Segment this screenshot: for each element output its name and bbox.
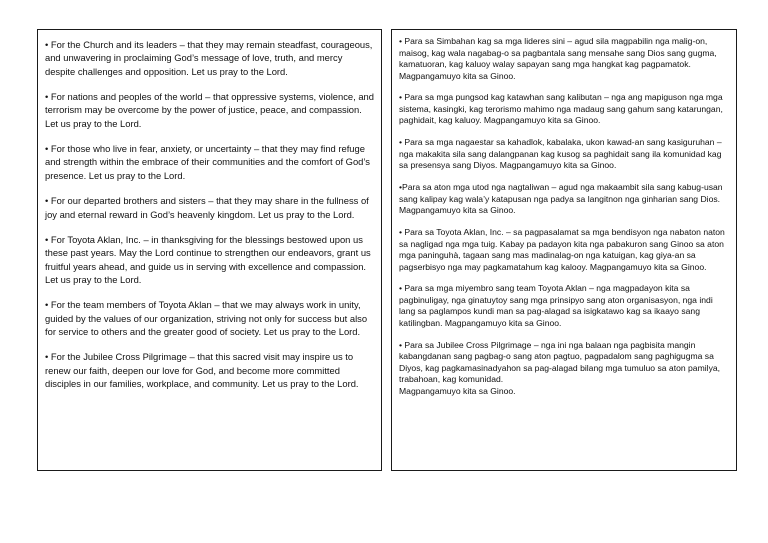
english-intention-toyota-aklan: • For Toyota Aklan, Inc. – in thanksgiving for the blessings bestowed upon us these past years. May the Lord continue to strengthen our endeavors, grant us fruitful years ahead, and guide us in serving with excellence and compassion. Let us pray to the Lord. <box>45 233 375 286</box>
hiligaynon-prayers-panel <box>391 29 737 471</box>
english-intention-fearful: • For those who live in fear, anxiety, or uncertainty – that they may find refuge and strength within the embrace of their communities and the comfort of God’s presence. Let us pray to the Lord. <box>45 142 375 182</box>
english-intention-nations: • For nations and peoples of the world – that oppressive systems, violence, and terrorism may be overcome by the power of justice, peace, and compassion. Let us pray to the Lord. <box>45 90 375 130</box>
english-prayers-panel <box>37 29 382 471</box>
hiligaynon-intention-church: • Para sa Simbahan kag sa mga lideres sini – agud sila magpabilin nga malig-on, maisog, kag wala nagabag-o sa pagbantala sang mensahe sang Dios sang gugma, kamatuoran, kag kaluoy walay sapayan sang mga hangkat kag pagpamatok. Magpangamuyo kita sa Ginoo. <box>399 36 731 82</box>
hiligaynon-intention-fearful: • Para sa mga nagaestar sa kahadlok, kabalaka, ukon kawad-an sang kasiguruhan – nga makakita sila sang dalangpanan kag kusog sa paghidait sang ila komunidad kag sa presensya sang Diyos. Magpangamuyo kita sa Ginoo. <box>399 137 731 172</box>
english-intention-departed: • For our departed brothers and sisters – that they may share in the fullness of joy and eternal reward in God’s heavenly kingdom. Let us pray to the Lord. <box>45 194 375 221</box>
hiligaynon-intention-nations: • Para sa mga pungsod kag katawhan sang kalibutan – nga ang mapiguson nga mga sistema, kasingki, kag terorismo mahimo nga madaug sang gahum sang katarungan, paghidait, kag kaluoy. Magpangamuyo kita sa Ginoo. <box>399 92 731 127</box>
english-intention-jubilee-pilgrimage: • For the Jubilee Cross Pilgrimage – that this sacred visit may inspire us to renew our faith, deepen our love for God, and become more committed disciples in our families, workplace, and community. Let us pray to the Lord. <box>45 350 375 390</box>
hiligaynon-intention-departed: •Para sa aton mga utod nga nagtaliwan – agud nga makaambit sila sang kabug-usan sang kalipay kag wala’y katapusan nga padya sa langitnon nga ginharian sang Dios. Magpangamuyo kita sa Ginoo. <box>399 182 723 216</box>
hiligaynon-intention-team-members: • Para sa mga miyembro sang team Toyota Aklan – nga magpadayon kita sa pagbinuligay, nga ginatuytoy sang mga prinsipyo sang aton organisasyon, nga indi lang sa paglampos kundi man sa pag-alagad sa isigkatawo kag sa ikaayo sang katilingban. Magpangamuyo kita sa Ginoo. <box>399 283 731 329</box>
hiligaynon-closing-line: Magpangamuyo kita sa Ginoo. <box>399 385 516 396</box>
hiligaynon-intention-toyota-aklan: • Para sa Toyota Aklan, Inc. – sa pagpasalamat sa mga bendisyon nga nabaton naton sa nagligad nga mga tuig. Kabay pa padayon kita nga pabakuron sang Ginoo sa aton mga paninguhà, tagaan sang mas madinalag-on nga katuigan, kag giya-an sa pagserbisyo nga may pagkamatahum kag kalooy. Magpangamuyo kita sa Ginoo. <box>399 227 731 273</box>
hiligaynon-intention-jubilee-pilgrimage <box>399 340 731 398</box>
english-intention-team-members: • For the team members of Toyota Aklan – that we may always work in unity, guided by the values of our organization, striving not only for success but also for service to others and the greater good of society. Let us pray to the Lord. <box>45 298 375 338</box>
english-intention-church: • For the Church and its leaders – that they may remain steadfast, courageous, and unwavering in proclaiming God’s message of love, truth, and mercy despite challenges and opposition. Let us pray to the Lord. <box>45 38 375 78</box>
hiligaynon-jubilee-text: • Para sa Jubilee Cross Pilgrimage – nga ini nga balaan nga pagbisita mangin kabangdanan sang pagbag-o sang aton pagtuo, pagpadalom sang paghigugma sa Diyos, kag pagkamasinadyahon sa pag-alagad bilang mga tumuluo sa aton pamilya, trabahoan, kag komunidad. <box>399 340 720 385</box>
